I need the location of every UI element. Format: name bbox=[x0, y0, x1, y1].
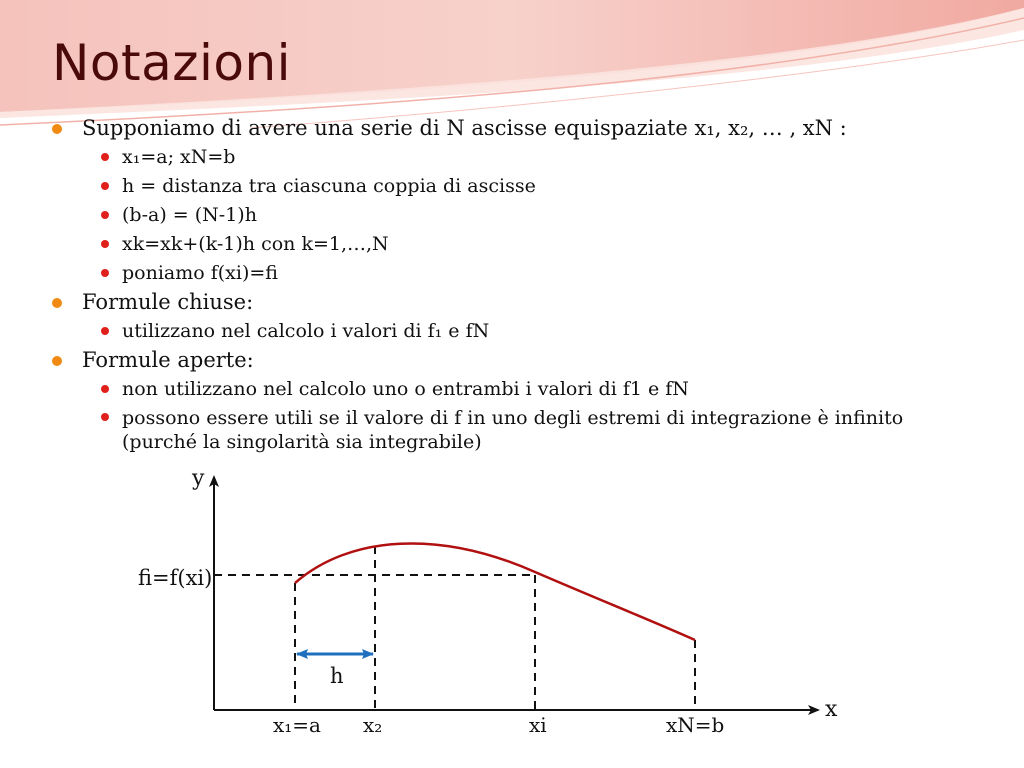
sub-bullet-open-usefulness bbox=[92, 404, 982, 457]
bullet-list bbox=[52, 114, 982, 457]
bullet-formule-chiuse bbox=[52, 288, 982, 317]
bullet-text: non utilizzano nel calcolo uno o entrambi i valori di f1 e fN bbox=[122, 378, 689, 400]
bullet-text: xk=xk+(k-1)h con k=1,…,N bbox=[122, 233, 389, 255]
sub-bullet-h-definition bbox=[92, 172, 982, 201]
slide-title: Notazioni bbox=[52, 34, 292, 92]
h-label: h bbox=[330, 664, 344, 688]
sub-bullet-xk-formula bbox=[92, 230, 982, 259]
sub-bullet-open-values bbox=[92, 375, 982, 404]
sub-bullet-interval-length bbox=[92, 201, 982, 230]
tick-label-x2: x₂ bbox=[363, 713, 383, 737]
tick-label-x1: x₁=a bbox=[273, 713, 321, 737]
bullet-supponiamo bbox=[52, 114, 982, 143]
bullet-text: possono essere utili se il valore di f in uno degli estremi di integrazione è infinito (purché la singolarità sia integrabile) bbox=[122, 407, 904, 453]
tick-label-xi: xi bbox=[529, 713, 547, 737]
bullet-text: Formule chiuse: bbox=[82, 290, 254, 314]
function-curve bbox=[295, 543, 695, 640]
x-axis-label: x bbox=[825, 697, 838, 722]
fi-label: fi=f(xi) bbox=[138, 566, 213, 590]
bullet-text: h = distanza tra ciascuna coppia di ascisse bbox=[122, 175, 536, 197]
y-axis-label: y bbox=[192, 466, 205, 491]
bullet-formule-aperte bbox=[52, 346, 982, 375]
sub-bullet-fi-definition bbox=[92, 259, 982, 288]
sub-bullet-endpoints bbox=[92, 143, 982, 172]
bullet-text: x₁=a; xN=b bbox=[122, 146, 236, 168]
bullet-text: (b-a) = (N-1)h bbox=[122, 204, 257, 226]
bullet-text: utilizzano nel calcolo i valori di f₁ e fN bbox=[122, 320, 490, 342]
tick-label-xN: xN=b bbox=[666, 713, 725, 737]
bullet-text: Formule aperte: bbox=[82, 348, 254, 372]
sub-bullet-closed-values bbox=[92, 317, 982, 346]
bullet-text: poniamo f(xi)=fi bbox=[122, 262, 278, 284]
bullet-text: Supponiamo di avere una serie di N ascisse equispaziate x₁, x₂, … , xN : bbox=[82, 116, 847, 140]
